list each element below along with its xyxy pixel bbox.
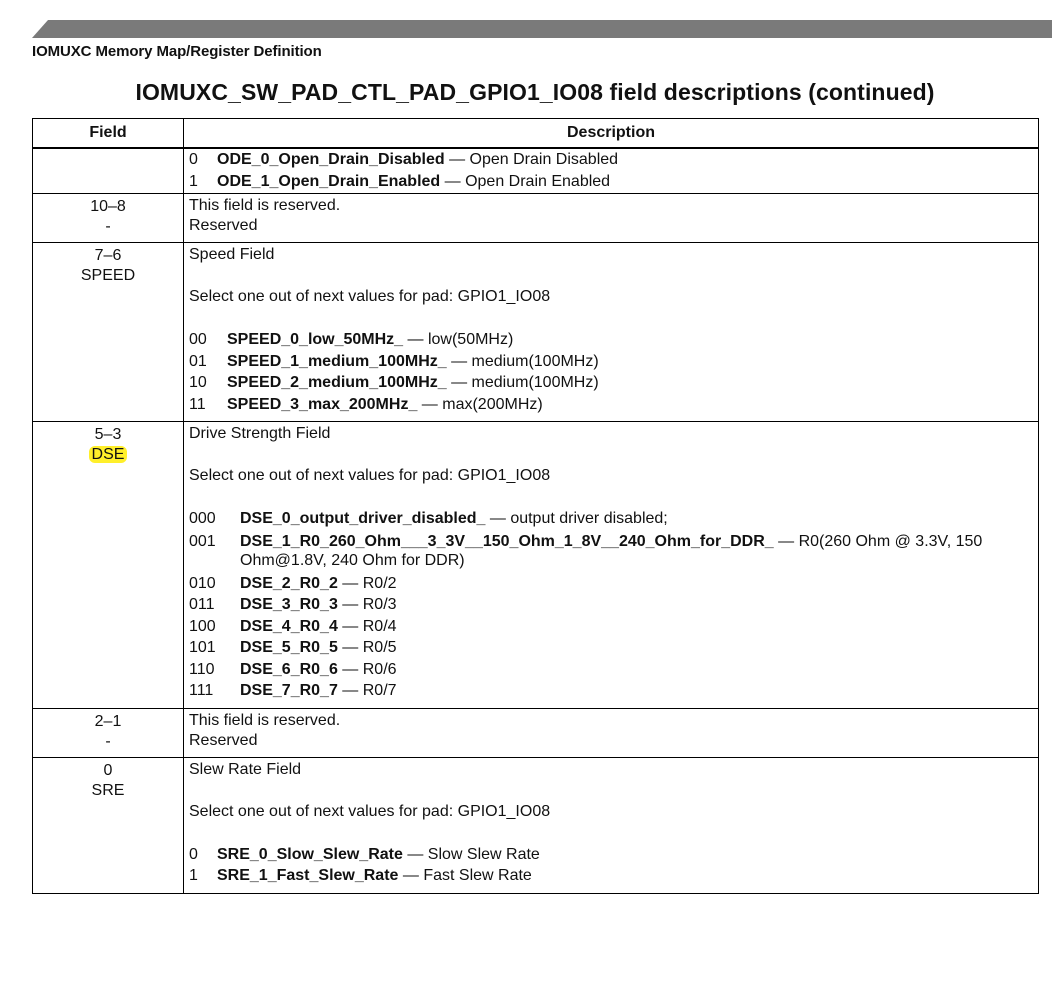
field-title: Drive Strength Field (189, 425, 331, 442)
field-bits: 5–3 (94, 426, 122, 443)
field-cell-reserved-10-8 (33, 194, 184, 243)
table-title: IOMUXC_SW_PAD_CTL_PAD_GPIO1_IO08 field descriptions (continued) (135, 79, 935, 105)
value-line: 10 SPEED_2_medium_100MHz_ — medium(100MHz) (189, 374, 599, 391)
table-row-ode (33, 148, 1039, 194)
value-line: 00 SPEED_0_low_50MHz_ — low(50MHz) (189, 331, 514, 348)
field-cell-sre (33, 757, 184, 893)
field-name: SRE (91, 781, 125, 799)
reserved-text: This field is reserved. (189, 197, 341, 214)
field-bits: 0 (103, 761, 113, 779)
value-line: 010 DSE_2_R0_2 — R0/2 (189, 574, 397, 592)
field-name: - (105, 732, 111, 750)
table-header-row (33, 119, 1039, 149)
section-header: IOMUXC Memory Map/Register Definition (32, 43, 322, 60)
description-cell-reserved-10-8 (184, 194, 1039, 243)
field-bits: 7–6 (94, 247, 122, 264)
value-line: 1 ODE_1_Open_Drain_Enabled — Open Drain Enabled (189, 172, 611, 190)
table-row-reserved-10-8 (33, 194, 1039, 243)
field-cell-reserved-2-1 (33, 708, 184, 757)
value-line: 101 DSE_5_R0_5 — R0/5 (189, 639, 397, 656)
table-row-reserved-2-1 (33, 708, 1039, 757)
value-line: 111 DSE_7_R0_7 — R0/7 (189, 682, 397, 699)
value-line: 11 SPEED_3_max_200MHz_ — max(200MHz) (189, 395, 543, 413)
value-line: 001 DSE_1_R0_260_Ohm___3_3V__150_Ohm_1_8V__240_Ohm_for_DDR_ — R0(260 Ohm @ 3.3V, 150 Ohm@1.8V, 240 Ohm for DDR) (189, 532, 983, 569)
field-descriptions-table (32, 118, 1039, 894)
field-bits: 2–1 (94, 712, 122, 730)
field-name: SPEED (80, 267, 136, 284)
select-instruction: Select one out of next values for pad: GPIO1_IO08 (189, 802, 551, 820)
description-cell-ode (184, 148, 1039, 194)
table-row-speed (33, 243, 1039, 422)
field-name-highlighted: DSE (89, 446, 128, 463)
field-cell-ode (33, 148, 184, 194)
field-cell-speed (33, 243, 184, 422)
select-instruction: Select one out of next values for pad: GPIO1_IO08 (189, 288, 551, 305)
reserved-label: Reserved (189, 731, 258, 749)
field-column-header: Field (33, 119, 184, 149)
field-cell-dse (33, 422, 184, 709)
description-cell-sre (184, 757, 1039, 893)
description-cell-reserved-2-1 (184, 708, 1039, 757)
value-line: 1 SRE_1_Fast_Slew_Rate — Fast Slew Rate (189, 867, 532, 884)
page-header-bar (32, 20, 1052, 38)
value-line: 100 DSE_4_R0_4 — R0/4 (189, 617, 397, 635)
value-line: 000 DSE_0_output_driver_disabled_ — output driver disabled; (189, 510, 668, 527)
value-line: 110 DSE_6_R0_6 — R0/6 (189, 660, 397, 678)
value-line: 0 ODE_0_Open_Drain_Disabled — Open Drain Disabled (189, 151, 619, 168)
field-title: Speed Field (189, 246, 275, 263)
field-title: Slew Rate Field (189, 760, 302, 778)
reserved-label: Reserved (189, 217, 258, 234)
value-line: 01 SPEED_1_medium_100MHz_ — medium(100MHz) (189, 352, 599, 370)
field-bits: 10–8 (90, 198, 126, 215)
description-column-header: Description (184, 119, 1039, 149)
table-row-dse (33, 422, 1039, 709)
value-line: 011 DSE_3_R0_3 — R0/3 (189, 596, 397, 613)
field-name: - (105, 218, 111, 235)
table-row-sre (33, 757, 1039, 893)
value-line: 0 SRE_0_Slow_Slew_Rate — Slow Slew Rate (189, 845, 540, 863)
description-cell-dse (184, 422, 1039, 709)
description-cell-speed (184, 243, 1039, 422)
select-instruction: Select one out of next values for pad: GPIO1_IO08 (189, 467, 551, 484)
reserved-text: This field is reserved. (189, 711, 341, 729)
